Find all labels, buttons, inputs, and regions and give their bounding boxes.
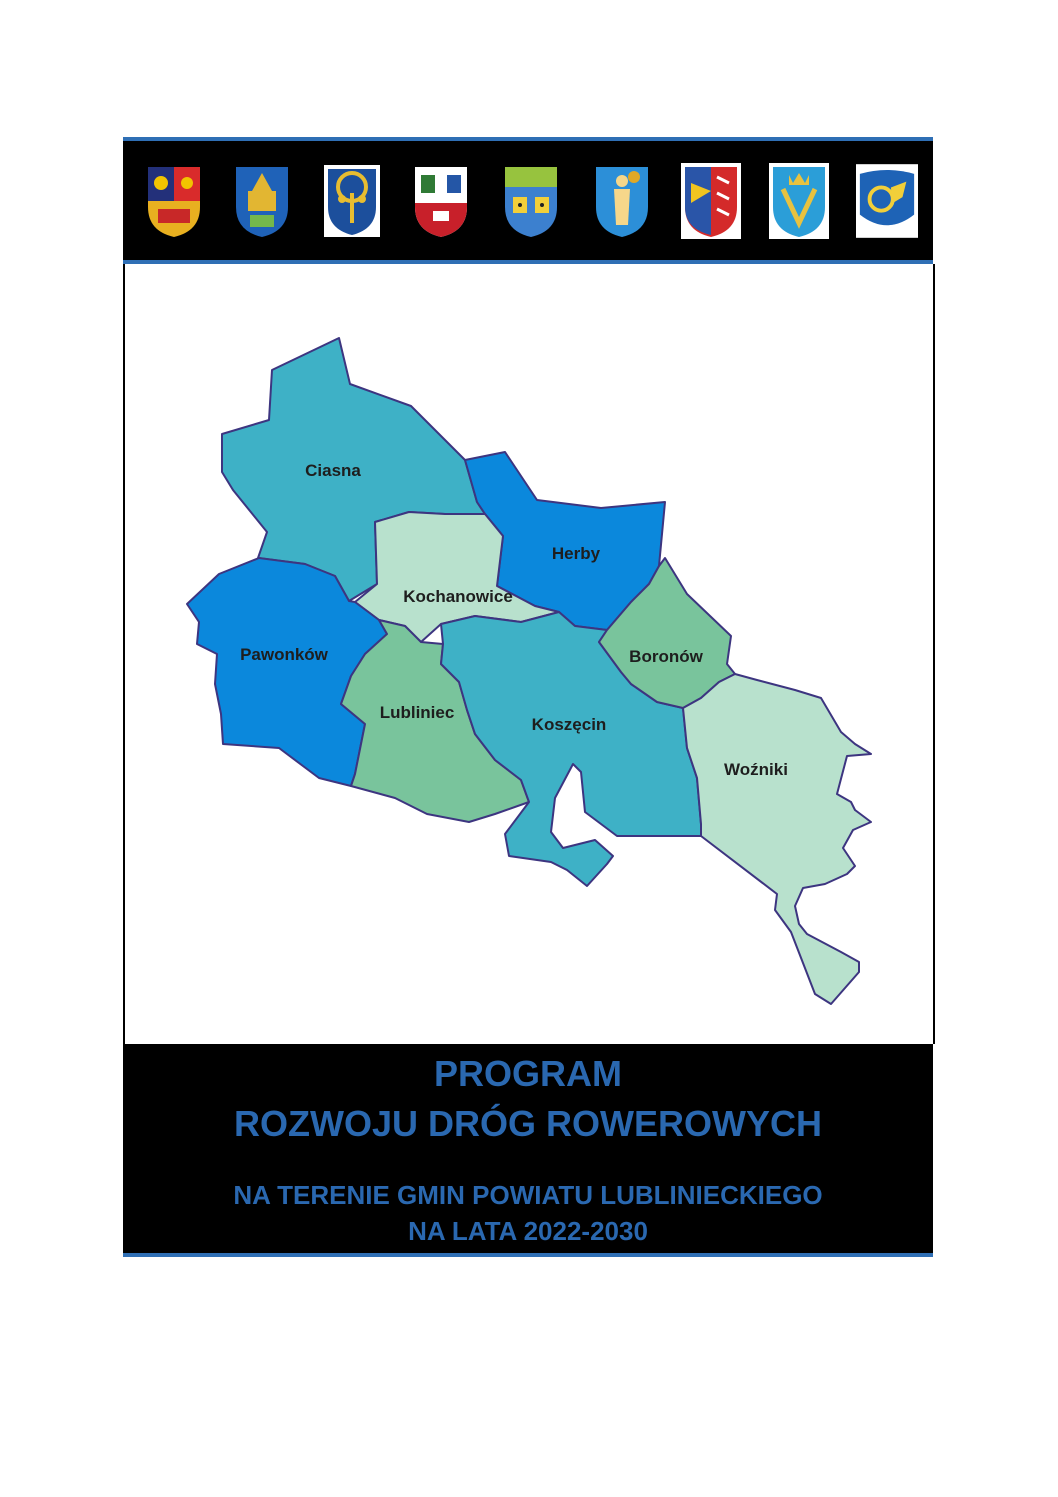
region-label-2: Kochanowice [403,587,513,606]
crest-eagle-wheel-icon [856,163,918,239]
crest-tree-icon [321,163,383,239]
region-wozniki[interactable] [683,674,871,1004]
cover-frame [123,137,933,1257]
region-label-5: Lubliniec [379,703,455,722]
crest-church-icon [231,163,293,239]
region-label-1: Herby [551,544,601,563]
title-line-1: PROGRAM [434,1053,622,1094]
region-label-3: Pawonków [240,645,328,664]
title-line-2: ROZWOJU DRÓG ROWEROWYCH [234,1103,822,1144]
crest-bar [123,137,933,264]
crest-lubliniec-district-icon [143,163,205,239]
crest-figure-icon [591,163,653,239]
region-label-4: Boronów [629,647,703,666]
title-bar [123,1044,933,1257]
region-label-7: Woźniki [724,760,788,779]
subtitle-line-1: NA TERENIE GMIN POWIATU LUBLINIECKIEGO [233,1180,823,1210]
map-svg [125,264,933,1044]
region-label-6: Koszęcin [531,715,607,734]
region-label-0: Ciasna [305,461,361,480]
crest-eagle-red-icon [680,163,742,239]
crest-red-white-icon [410,163,472,239]
subtitle-line-2: NA LATA 2022-2030 [408,1216,648,1246]
crest-hives-icon [500,163,562,239]
crest-crown-v-icon [768,163,830,239]
district-map [123,264,935,1044]
